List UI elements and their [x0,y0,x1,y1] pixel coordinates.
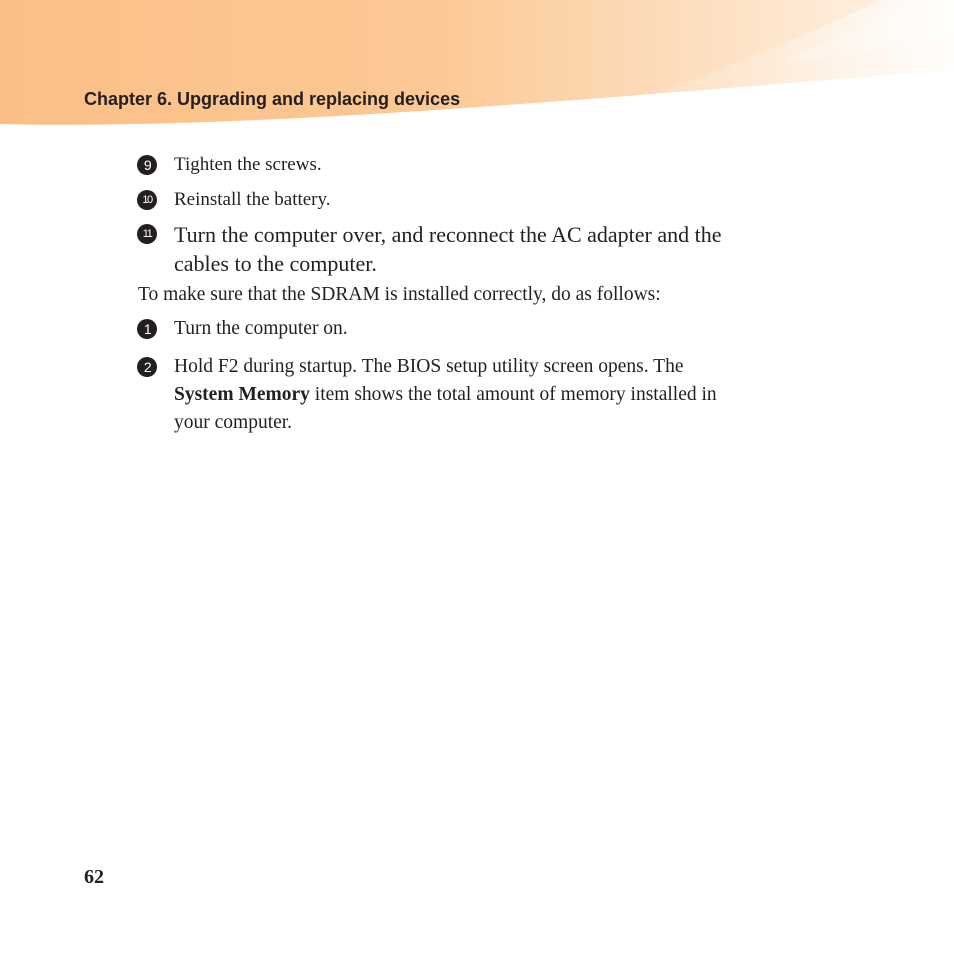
step-number-badge: 9 [137,155,157,175]
step-text-line: Hold F2 during startup. The BIOS setup utility screen opens. The [174,356,684,377]
step-text: Turn the computer on. [174,318,348,339]
step-number-badge: 1 [137,319,157,339]
page-number: 62 [84,866,104,888]
bold-term: System Memory [174,384,310,405]
step-number-badge: 10 [137,190,157,210]
step-text: Tighten the screws. [174,154,322,175]
header-band [0,0,954,135]
step-text-line: cables to the computer. [174,251,377,276]
chapter-title: Chapter 6. Upgrading and replacing devices [84,89,461,109]
step-text-line: Turn the computer over, and reconnect the AC adapter and the [174,222,722,247]
step-text [174,220,839,278]
step-text-fragment: item shows the total amount of memory installed in [309,384,717,405]
step-number-badge: 2 [137,357,157,377]
step-text-line: your computer. [174,412,293,433]
step-number-badge: 11 [137,224,157,244]
step-text: Reinstall the battery. [174,189,331,210]
intro-paragraph: To make sure that the SDRAM is installed correctly, do as follows: [138,284,661,305]
step-text [174,353,839,437]
